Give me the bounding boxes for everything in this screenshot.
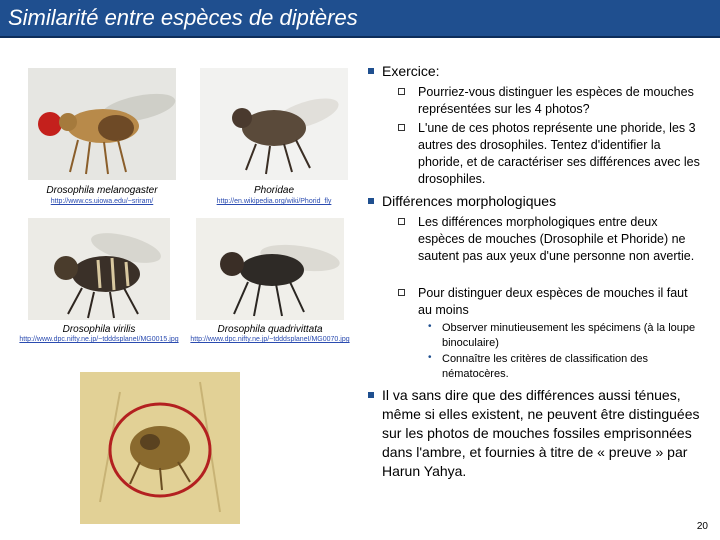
photo-drosophila-melanogaster	[28, 68, 176, 180]
caption-2: Phoridae	[253, 185, 295, 196]
page-number: 20	[696, 521, 708, 532]
dot-bullet-icon: •	[428, 321, 432, 332]
final-text: Il va sans dire que des différences aussi ténues, même si elles existent, ne peuvent être distinguées sur les photos de mouches fossiles emprisonnées dans l'ambre, et fournies à titre de « preuve » par Harun Yahya.	[382, 387, 700, 479]
dot-bullet-icon: •	[428, 352, 432, 363]
exercice-title: Exercice:	[382, 63, 440, 79]
checkbox-bullet-icon	[398, 289, 405, 296]
bullet-square-icon	[368, 198, 374, 204]
bullet-square-icon	[368, 392, 374, 398]
caption-4: Drosophila quadrivittata	[217, 324, 323, 335]
link-3[interactable]: http://www.dpc.nifty.ne.jp/~tdddsplaneI/MG0015.jpg	[19, 336, 179, 343]
caption-3: Drosophila virilis	[62, 324, 136, 335]
checkbox-bullet-icon	[398, 88, 405, 95]
checkbox-bullet-icon	[398, 124, 405, 131]
bullet-square-icon	[368, 68, 374, 74]
photo-drosophila-virilis	[28, 218, 170, 320]
caption-1: Drosophila melanogaster	[46, 185, 158, 196]
photo-phoridae	[200, 68, 348, 180]
photo-drosophila-quadrivittata	[196, 218, 344, 320]
checkbox-bullet-icon	[398, 218, 405, 225]
link-1[interactable]: http://www.cs.uiowa.edu/~sriram/	[50, 198, 154, 205]
title-bar	[0, 0, 720, 38]
differences-title: Différences morphologiques	[382, 193, 557, 209]
link-4[interactable]: http://www.dpc.nifty.ne.jp/~tdddsplaneI/MG0070.jpg	[190, 336, 350, 343]
link-2[interactable]: http://en.wikipedia.org/wiki/Phorid_fly	[216, 198, 332, 205]
photo-amber-fossil	[80, 372, 240, 524]
slide-title: Similarité entre espèces de diptères	[8, 5, 358, 30]
